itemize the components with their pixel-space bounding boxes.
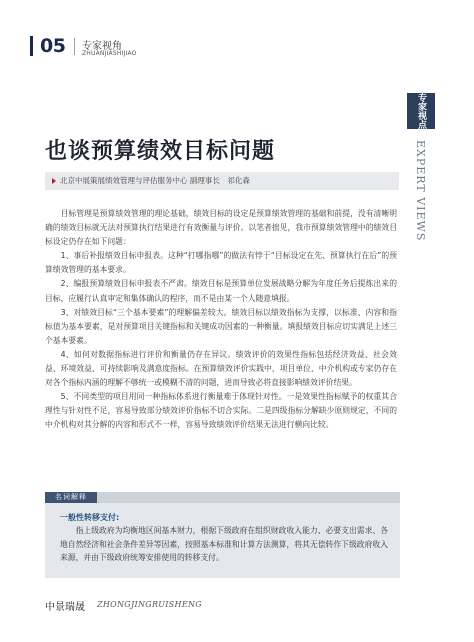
triangle-marker-icon xyxy=(52,178,56,184)
section-pinyin: ZHUANJIASHIJIAO xyxy=(82,50,137,57)
section-title: 专家视角 xyxy=(82,41,122,52)
paragraph: 4、如何对数据指标进行评价和衡量仍存在异议。绩效评价的效果性指标包括经济效益、社会效益、环境效益、可持续影响及满意度指标。在预算绩效评价实践中，项目单位、中介机构或专家仍存在对各个指标内涵的理解不够统一或模糊不清的问题，进而导致必将直接影响绩效评价结果。 xyxy=(45,349,397,388)
article-body xyxy=(45,207,397,433)
side-english-label: EXPERT VIEWS xyxy=(414,140,427,242)
section-number: 05 xyxy=(40,35,66,57)
article-title: 也谈预算绩效目标问题 xyxy=(45,138,276,164)
paragraph: 2、编报预算绩效目标申报表不严肃。绩效目标是预算单位发展战略分解为年度任务后提炼出来的目标，应履行认真审定和集体确认的程序，而不是由某一个人随意填报。 xyxy=(45,279,397,303)
header-divider xyxy=(74,38,75,55)
paragraph: 1、事后补报绩效目标申报表。这种“打哪指哪”的做法有悖于“目标设定在先、预算执行在后”的预算绩效管理的基本要求。 xyxy=(45,251,397,275)
header-accent-bar xyxy=(30,36,33,56)
footer-brand-en: ZHONGJINGRUISHENG xyxy=(97,600,202,609)
glossary-tab: 名词解释 xyxy=(45,492,97,503)
side-tab-label: 专家视点 xyxy=(407,93,435,129)
footer-brand-cn: 中景瑞晟 xyxy=(45,602,85,613)
glossary-text: 指上级政府为均衡地区间基本财力，根据下级政府在组织财政收入能力、必要支出需求、各地自然经济和社会条件差异等因素，按照基本标准和计算方法测算，将其无偿转作下级政府收入来源，并由下级政府统筹安排使用的转移支付。 xyxy=(60,526,388,562)
paragraph: 目标管理是预算绩效管理的理论基础，绩效目标的设定是预算绩效管理的基础和前提，没有清晰明确的绩效目标就无法对预算执行结果进行有效衡量与评价。以笔者拙见，我市预算绩效管理中的绩效目标设定仍存在如下问题： xyxy=(45,209,397,247)
glossary-definition xyxy=(60,524,388,565)
paragraph: 5、不同类型的项目用同一种指标体系进行衡量难于体现针对性。一是效果性指标赋予的权重其合理性与针对性不足，容易导致部分绩效评价指标不切合实际。二是四级指标分解缺少原则规定，不同的中介机构对其分解的内容和形式不一样，容易导致绩效评价结果无法进行横向比较。 xyxy=(45,392,397,430)
glossary-term: 一般性转移支付: xyxy=(60,513,120,522)
paragraph: 3、对绩效目标“三个基本要素”的理解偏差较大。绩效目标以绩效指标为支撑，以标准、内容和指标值为基本要素，是对预算项目关键指标和关键成功因素的一种衡量。填报绩效目标应切实满足上述三个基本要素。 xyxy=(45,307,397,345)
author-line: 北京中展策展绩效管理与评估服务中心 副理事长 祁化森 xyxy=(60,176,250,185)
glossary-tab-bar xyxy=(45,492,400,503)
